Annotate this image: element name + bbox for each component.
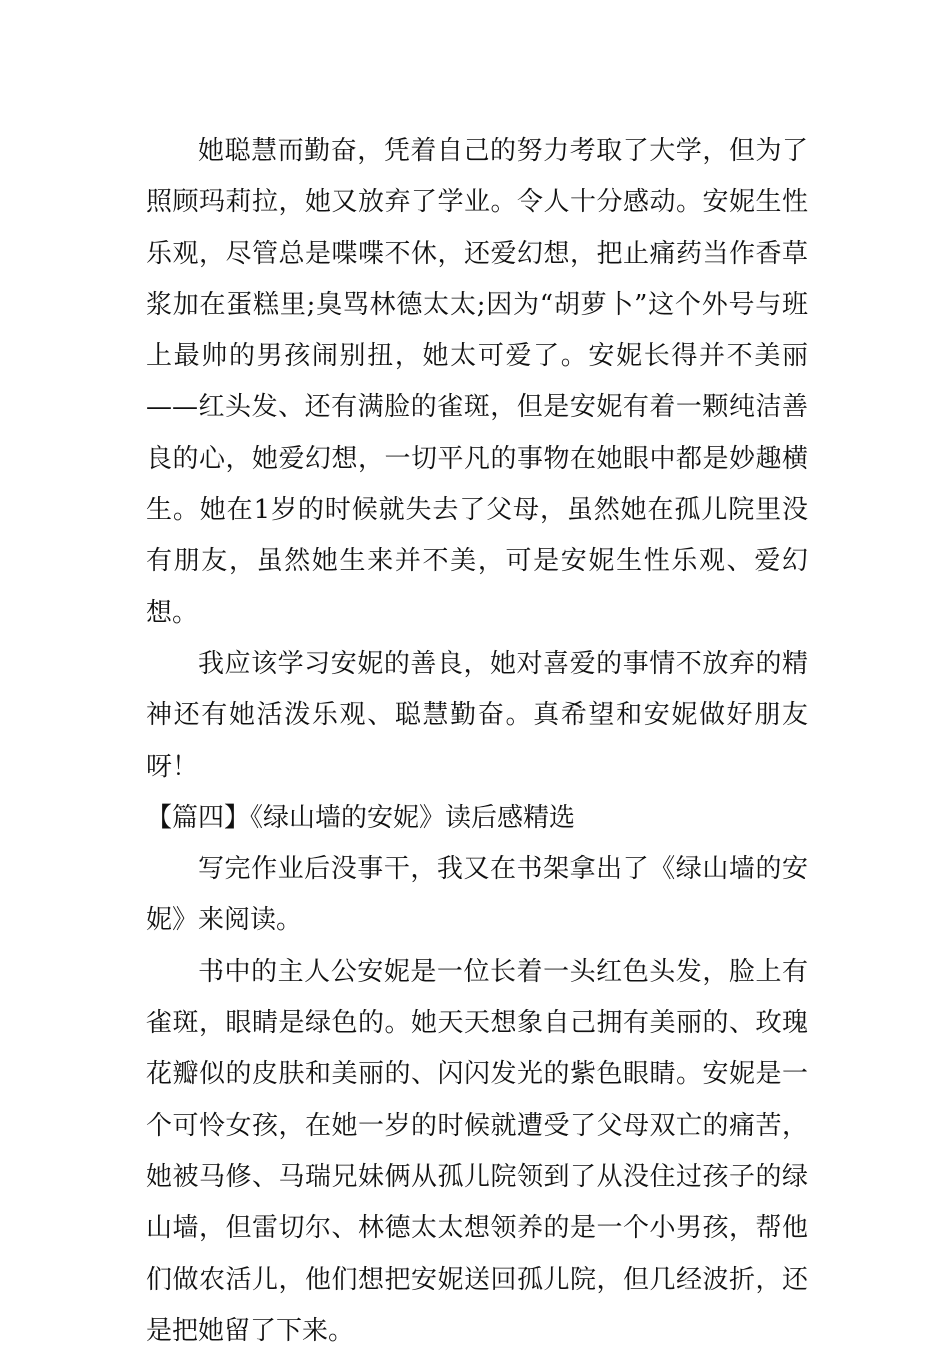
paragraph-protagonist: 书中的主人公安妮是一位长着一头红色头发，脸上有雀斑，眼睛是绿色的。她天天想象自己拥有美丽的、玫瑰花瓣似的皮肤和美丽的、闪闪发光的紫色眼睛。安妮是一个可怜女孩，在她一岁的时候就遭受了父母双亡的痛苦，她被马修、马瑞兄妹俩从孤儿院领到了从没住过孩子的绿山墙，但雷切尔、林德太太想领养的是一个小男孩，帮他们做农活儿，他们想把安妮送回孤儿院，但几经波折，还是把她留了下来。	[146, 956, 808, 1346]
section-heading: 【篇四】《绿山墙的安妮》读后感精选	[146, 802, 576, 833]
paragraph-learn-from-anne: 我应该学习安妮的善良，她对喜爱的事情不放弃的精神还有她活泼乐观、聪慧勤奋。真希望和安妮做好朋友呀！	[146, 648, 808, 782]
document-page	[146, 126, 808, 1357]
paragraph-reading-intro: 写完作业后没事干，我又在书架拿出了《绿山墙的安妮》来阅读。	[146, 854, 808, 936]
paragraph-anne-character: 她聪慧而勤奋，凭着自己的努力考取了大学，但为了照顾玛莉拉，她又放弃了学业。令人十分感动。安妮生性乐观，尽管总是喋喋不休，还爱幻想，把止痛药当作香草浆加在蛋糕里;臭骂林德太太;因为“胡萝卜”这个外号与班上最帅的男孩闹别扭，她太可爱了。安妮长得并不美丽——红头发、还有满脸的雀斑，但是安妮有着一颗纯洁善良的心，她爱幻想，一切平凡的事物在她眼中都是妙趣横生。她在1岁的时候就失去了父母，虽然她在孤儿院里没有朋友，虽然她生来并不美，可是安妮生性乐观、爱幻想。	[146, 136, 808, 628]
